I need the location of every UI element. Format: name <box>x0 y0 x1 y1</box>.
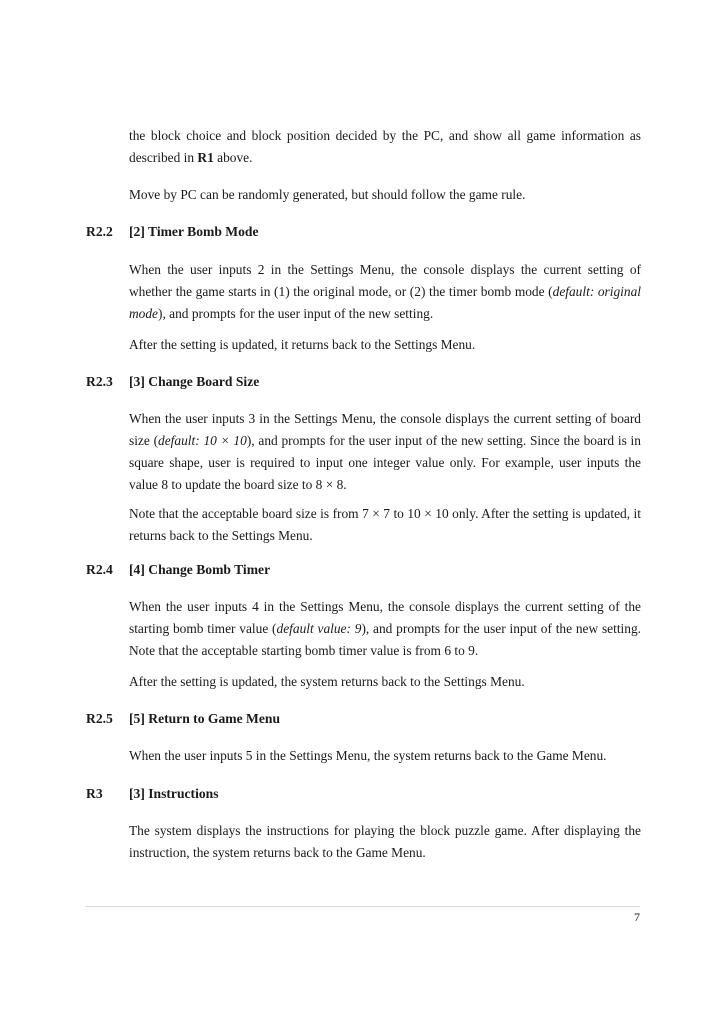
section-number-r3: R3 <box>86 786 103 801</box>
section-title-change-bomb-timer: [4] Change Bomb Timer <box>129 562 271 577</box>
r2-5-paragraph-1: When the user inputs 5 in the Settings Menu, the system returns back to the Game Menu. <box>129 748 607 763</box>
intro-paragraph-1: the block choice and block position decided by the PC, and show all game information as described in R1 above. <box>129 128 641 165</box>
section-title-change-board-size: [3] Change Board Size <box>129 374 260 389</box>
section-number-r2-2: R2.2 <box>86 224 113 239</box>
r2-4-paragraph-1: When the user inputs 4 in the Settings Menu, the console displays the current setting of the starting bomb timer value (default value: 9), and prompts for the user input of the new setting. Note that the acceptable starting bomb timer value is from 6 to 9. <box>129 599 642 658</box>
section-number-r2-3: R2.3 <box>86 374 113 389</box>
r2-3-paragraph-1: When the user inputs 3 in the Settings Menu, the console displays the current setting of board size (default: 10 × 10), and prompts for the user input of the new setting. Since the board is in square shape, user is required to input one integer value only. For example, user inputs the value 8 to update the board size to 8 × 8. <box>129 411 641 492</box>
r2-4-paragraph-2: After the setting is updated, the system returns back to the Settings Menu. <box>129 674 525 689</box>
section-title-instructions: [3] Instructions <box>129 786 219 801</box>
section-title-return-to-game-menu: [5] Return to Game Menu <box>129 711 281 726</box>
r2-3-paragraph-2: Note that the acceptable board size is from 7 × 7 to 10 × 10 only. After the setting is updated, it returns back to the Settings Menu. <box>129 506 641 543</box>
r2-2-paragraph-1: When the user inputs 2 in the Settings Menu, the console displays the current setting of whether the game starts in (1) the original mode, or (2) the timer bomb mode (default: original mode), and prompts for the user input of the new setting. <box>129 262 642 321</box>
page-number: 7 <box>634 910 640 924</box>
r3-paragraph-1: The system displays the instructions for playing the block puzzle game. After displaying the instruction, the system returns back to the Game Menu. <box>129 823 641 860</box>
r1-reference: R1 <box>197 150 214 165</box>
section-title-timer-bomb-mode: [2] Timer Bomb Mode <box>129 224 259 239</box>
section-number-r2-5: R2.5 <box>86 711 113 726</box>
section-number-r2-4: R2.4 <box>86 562 113 577</box>
intro-paragraph-2: Move by PC can be randomly generated, but should follow the game rule. <box>129 187 526 202</box>
r2-2-paragraph-2: After the setting is updated, it returns back to the Settings Menu. <box>129 337 476 352</box>
footer-rule <box>85 906 640 907</box>
